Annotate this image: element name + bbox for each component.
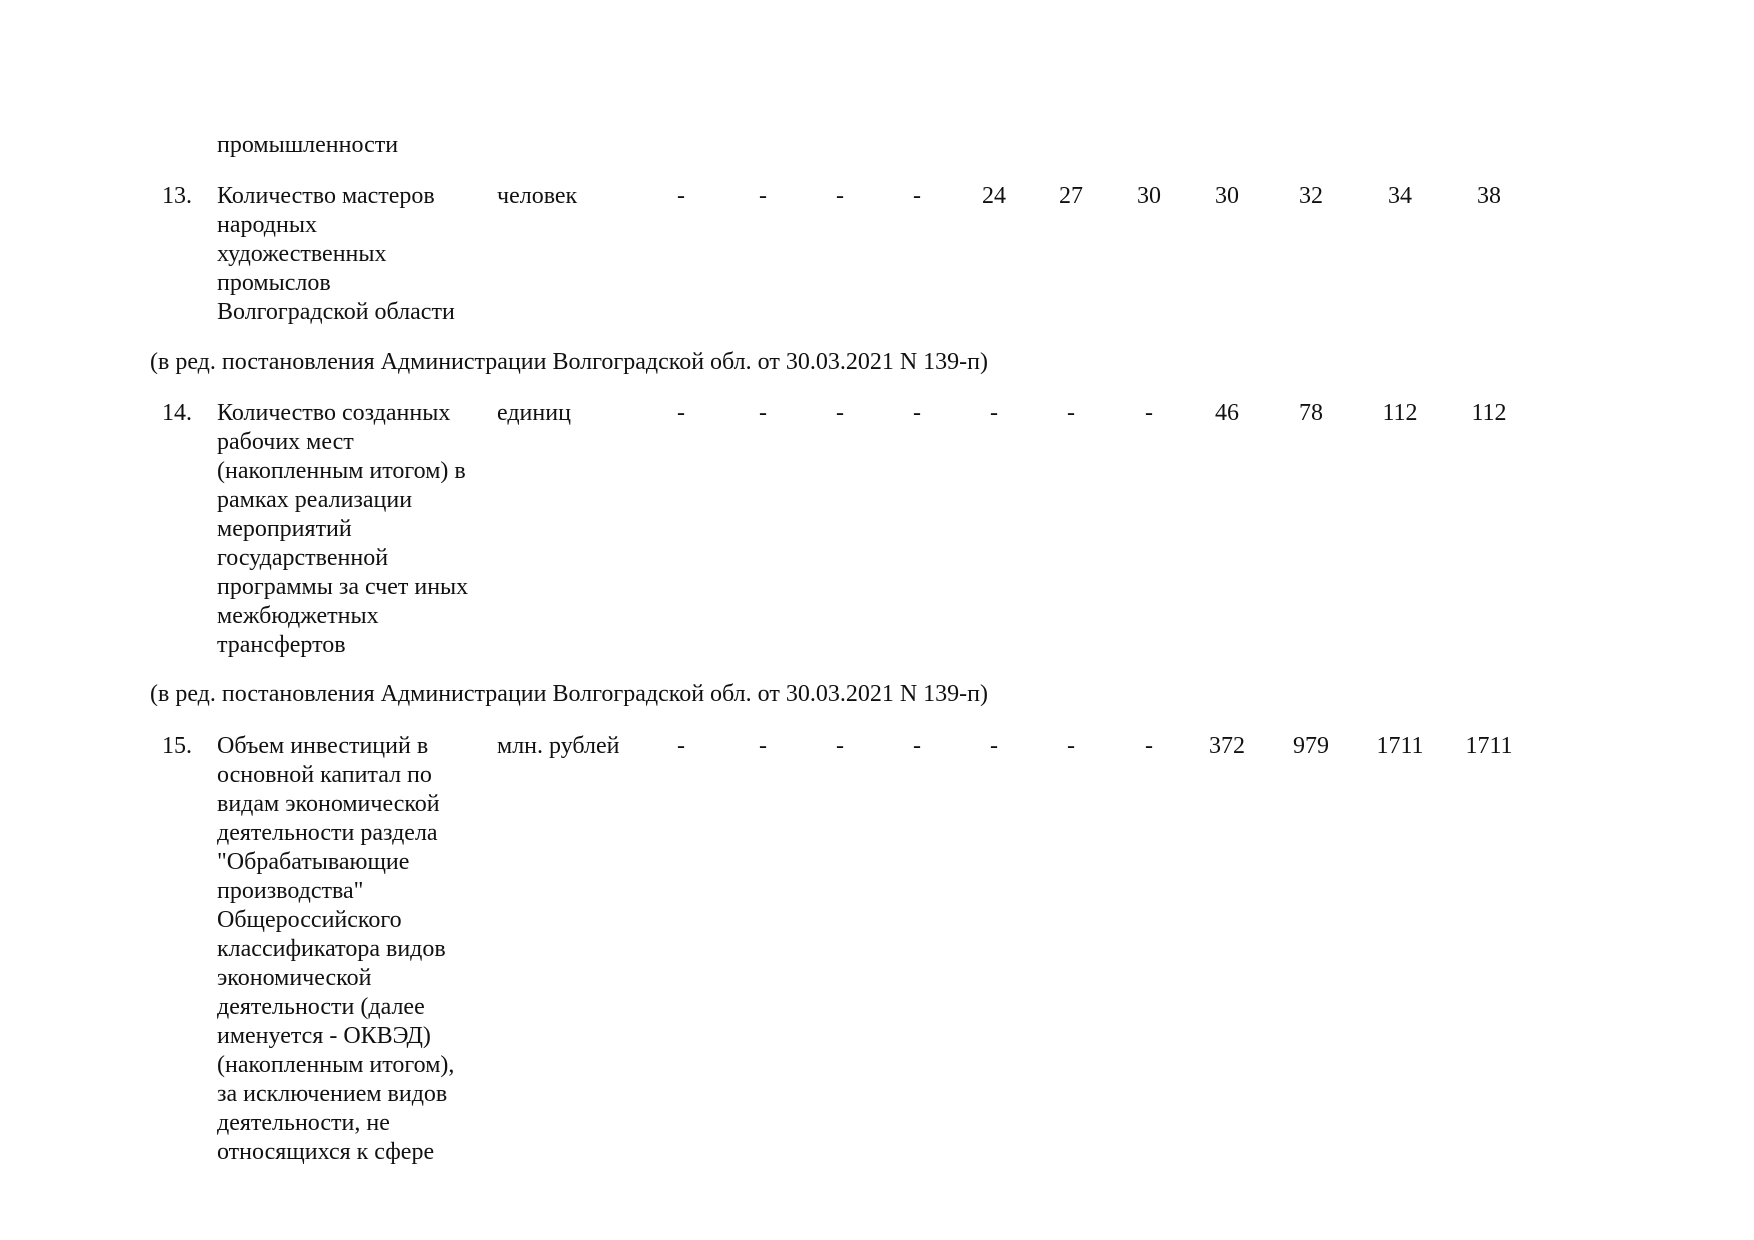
value-cell: - (836, 733, 844, 759)
value-cell: 1711 (1465, 733, 1513, 759)
indicator-name-line: "Обрабатывающие (217, 849, 410, 875)
indicator-name (217, 399, 487, 660)
indicator-name-line: классификатора видов (217, 936, 446, 962)
indicator-name-line: Объем инвестиций в (217, 733, 429, 759)
indicator-name-line: Волгоградской области (217, 299, 455, 325)
value-cell: 27 (1059, 183, 1083, 209)
indicator-name-line: (накопленным итогом), (217, 1052, 455, 1078)
indicator-name (217, 732, 487, 1167)
value-cell: - (990, 400, 998, 426)
value-cell: - (913, 400, 921, 426)
value-cell: 112 (1382, 400, 1418, 426)
value-cell: 78 (1299, 400, 1323, 426)
indicator-name-line: видам экономической (217, 791, 440, 817)
value-cell: - (836, 400, 844, 426)
indicator-name-line: производства" (217, 878, 364, 904)
value-cell: - (759, 183, 767, 209)
value-cell: - (913, 733, 921, 759)
value-cell: - (677, 400, 685, 426)
value-cell: - (1145, 400, 1153, 426)
unit: человек (497, 183, 578, 209)
indicator-name-line: за исключением видов (217, 1081, 448, 1107)
indicator-name-line: деятельности (далее (217, 994, 425, 1020)
value-cell: - (913, 183, 921, 209)
indicator-name-line: деятельности, не (217, 1110, 390, 1136)
value-cell: - (677, 183, 685, 209)
row-number: 15. (162, 733, 192, 759)
indicator-name-line: экономической (217, 965, 372, 991)
row-number: 14. (162, 400, 192, 426)
indicator-name (217, 182, 487, 327)
indicator-name-line: мероприятий (217, 516, 352, 542)
indicator-name-line: деятельности раздела (217, 820, 438, 846)
value-cell: - (1067, 733, 1075, 759)
carryover-text: промышленности (217, 132, 399, 158)
value-cell: - (677, 733, 685, 759)
row-number: 13. (162, 183, 192, 209)
value-cell: - (1145, 733, 1153, 759)
value-cell: - (990, 733, 998, 759)
value-cell: 38 (1477, 183, 1501, 209)
value-cell: 372 (1209, 733, 1245, 759)
value-cell: - (759, 400, 767, 426)
indicator-name-line: программы за счет иных (217, 574, 469, 600)
amendment-note: (в ред. постановления Администрации Волгоградской обл. от 30.03.2021 N 139-п) (150, 349, 988, 375)
indicator-name-line: художественных (217, 241, 387, 267)
value-cell: 32 (1299, 183, 1323, 209)
indicator-name-line: (накопленным итогом) в (217, 458, 466, 484)
indicator-name-line: народных (217, 212, 317, 238)
amendment-note: (в ред. постановления Администрации Волгоградской обл. от 30.03.2021 N 139-п) (150, 681, 988, 707)
value-cell: 979 (1293, 733, 1329, 759)
value-cell: - (759, 733, 767, 759)
indicator-name-line: Количество мастеров (217, 183, 435, 209)
indicator-name-line: государственной (217, 545, 389, 571)
unit: млн. рублей (497, 733, 620, 759)
unit: единиц (497, 400, 571, 426)
value-cell: 46 (1215, 400, 1239, 426)
value-cell: - (1067, 400, 1075, 426)
indicator-name-line: рабочих мест (217, 429, 354, 455)
indicator-name-line: Общероссийского (217, 907, 402, 933)
indicator-name-line: рамках реализации (217, 487, 413, 513)
value-cell: - (836, 183, 844, 209)
value-cell: 30 (1137, 183, 1161, 209)
indicator-name-line: межбюджетных (217, 603, 379, 629)
indicator-name-line: основной капитал по (217, 762, 432, 788)
value-cell: 34 (1388, 183, 1412, 209)
indicator-name-line: именуется - ОКВЭД) (217, 1023, 431, 1049)
value-cell: 1711 (1376, 733, 1424, 759)
indicator-name-line: относящихся к сфере (217, 1139, 435, 1165)
value-cell: 30 (1215, 183, 1239, 209)
value-cell: 24 (982, 183, 1006, 209)
value-cell: 112 (1471, 400, 1507, 426)
indicator-name-line: Количество созданных (217, 400, 451, 426)
indicator-name-line: трансфертов (217, 632, 346, 658)
indicator-name-line: промыслов (217, 270, 331, 296)
